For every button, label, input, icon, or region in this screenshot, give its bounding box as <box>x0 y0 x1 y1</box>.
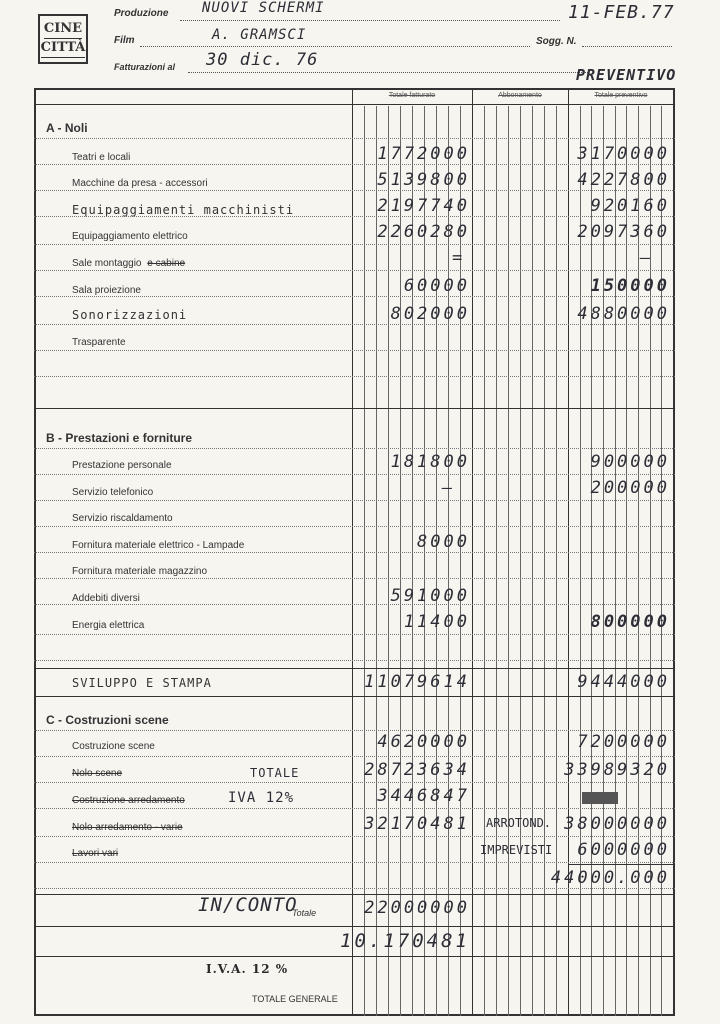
row-label: Addebiti diversi <box>72 593 140 604</box>
digit-column-rule <box>484 106 485 1016</box>
row-label: Nolo scene <box>72 768 123 779</box>
row-label: Trasparente <box>72 337 126 348</box>
cell-preventivo: 4880000 <box>577 304 670 324</box>
row-label: Servizio telefonico <box>72 487 154 498</box>
digit-column-rule <box>532 106 533 1016</box>
totale-note: TOTALE <box>250 766 300 780</box>
digit-column-rule <box>520 106 521 1016</box>
sogg-label: Sogg. N. <box>536 36 577 47</box>
row-label: Sale montaggio e cabine <box>72 258 186 269</box>
cell-preventivo: 9444000 <box>577 672 670 692</box>
row-label: Sonorizzazioni <box>72 308 188 322</box>
film-label: Film <box>114 35 135 46</box>
cell-preventivo: 800000 <box>590 612 670 632</box>
digit-column-rule <box>508 106 509 1016</box>
cell-fatturato: 11400 <box>403 612 470 632</box>
sviluppo-label: SVILUPPO E STAMPA <box>72 676 212 690</box>
cell-preventivo: 4227800 <box>577 170 670 190</box>
totale-value: 22000000 <box>364 898 470 918</box>
cell-fatturato: 1772000 <box>377 144 470 164</box>
imprevisti-note: IMPREVISTI <box>480 843 553 857</box>
arrotond-note: ARROTOND. <box>486 816 552 830</box>
digit-column-rule <box>376 106 377 1016</box>
cell-preventivo: 33989320 <box>564 760 670 780</box>
col3-header: Totale preventivo <box>594 92 648 99</box>
cell-preventivo: 6000000 <box>577 840 670 860</box>
cell-preventivo: 200000 <box>590 478 670 498</box>
produzione-label: Produzione <box>114 8 169 19</box>
section-a-title: A - Noli <box>46 121 88 135</box>
digit-column-rule <box>364 106 365 1016</box>
row-label: Equipaggiamento elettrico <box>72 231 188 242</box>
digit-column-rule <box>388 106 389 1016</box>
digit-column-rule <box>448 106 449 1016</box>
cinecitta-logo: CINE CITTÀ <box>38 14 88 64</box>
row-label: Teatri e locali <box>72 152 131 163</box>
inconto-label: IN/CONTO <box>198 894 298 916</box>
cell-preventivo: 900000 <box>590 452 670 472</box>
cell-fatturato: 2260280 <box>377 222 470 242</box>
row-label: Equipaggiamenti macchinisti <box>72 203 295 217</box>
totale-label: Totale <box>292 908 317 918</box>
row-label: Fornitura materiale elettrico - Lampade <box>72 540 245 551</box>
row-label: Energia elettrica <box>72 620 145 631</box>
row-label: Prestazione personale <box>72 460 172 471</box>
grand-preventivo: 44000.000 <box>550 868 670 888</box>
preventivo-label: PREVENTIVO <box>576 66 677 84</box>
cell-preventivo: 38000000 <box>564 814 670 834</box>
row-label: Costruzione arredamento <box>72 795 185 806</box>
iva-label: I.V.A. 12 % <box>206 962 289 976</box>
cell-preventivo: 7200000 <box>577 732 670 752</box>
cell-fatturato: 591000 <box>390 586 470 606</box>
digit-column-rule <box>544 106 545 1016</box>
date-value: 11-FEB.77 <box>568 2 675 23</box>
fatturazioni-value: 30 dic. 76 <box>206 50 319 70</box>
digit-column-rule <box>424 106 425 1016</box>
film-value: A. GRAMSCI <box>212 27 307 43</box>
digit-column-rule <box>460 106 461 1016</box>
digit-column-rule <box>412 106 413 1016</box>
cell-fatturato: 28723634 <box>364 760 470 780</box>
row-label: Macchine da presa - accessori <box>72 178 208 189</box>
cell-preventivo: 2097360 <box>577 222 670 242</box>
cell-fatturato: 11079614 <box>364 672 470 692</box>
saldo-value: 10.170481 <box>340 930 470 952</box>
col1-header: Totale fatturato <box>388 92 436 99</box>
digit-column-rule <box>436 106 437 1016</box>
digit-column-rule <box>400 106 401 1016</box>
cell-fatturato: 8000 <box>417 532 470 552</box>
cell-fatturato: 3446847 <box>377 786 470 806</box>
totale-generale-label: TOTALE GENERALE <box>252 994 338 1004</box>
row-label: Nolo arredamento - varie <box>72 822 183 833</box>
cell-fatturato: 181800 <box>390 452 470 472</box>
row-label: Costruzione scene <box>72 741 155 752</box>
digit-column-rule <box>496 106 497 1016</box>
cell-fatturato: 2197740 <box>377 196 470 216</box>
section-b-title: B - Prestazioni e forniture <box>46 431 193 445</box>
cell-preventivo: 920160 <box>590 196 670 216</box>
iva-note: IVA 12% <box>228 790 295 806</box>
row-label: Sala proiezione <box>72 285 141 296</box>
cell-fatturato: 4620000 <box>377 732 470 752</box>
produzione-value: NUOVI SCHERMI <box>202 0 325 16</box>
cell-fatturato: = <box>452 248 466 268</box>
row-label: Servizio riscaldamento <box>72 513 173 524</box>
fatturazioni-label: Fatturazioni al <box>114 62 176 72</box>
cell-fatturato: – <box>442 478 456 498</box>
cell-fatturato: 32170481 <box>364 814 470 834</box>
scribble-mark <box>582 792 618 804</box>
cell-preventivo: – <box>640 248 654 268</box>
cell-preventivo: 3170000 <box>577 144 670 164</box>
cell-preventivo: 150000 <box>590 276 670 296</box>
cell-fatturato: 60000 <box>403 276 470 296</box>
row-label: Fornitura materiale magazzino <box>72 566 208 577</box>
col2-header: Abbonamento <box>498 92 542 99</box>
section-c-title: C - Costruzioni scene <box>46 713 169 727</box>
cell-fatturato: 5139800 <box>377 170 470 190</box>
row-label: Lavori vari <box>72 848 119 859</box>
cell-fatturato: 802000 <box>390 304 470 324</box>
